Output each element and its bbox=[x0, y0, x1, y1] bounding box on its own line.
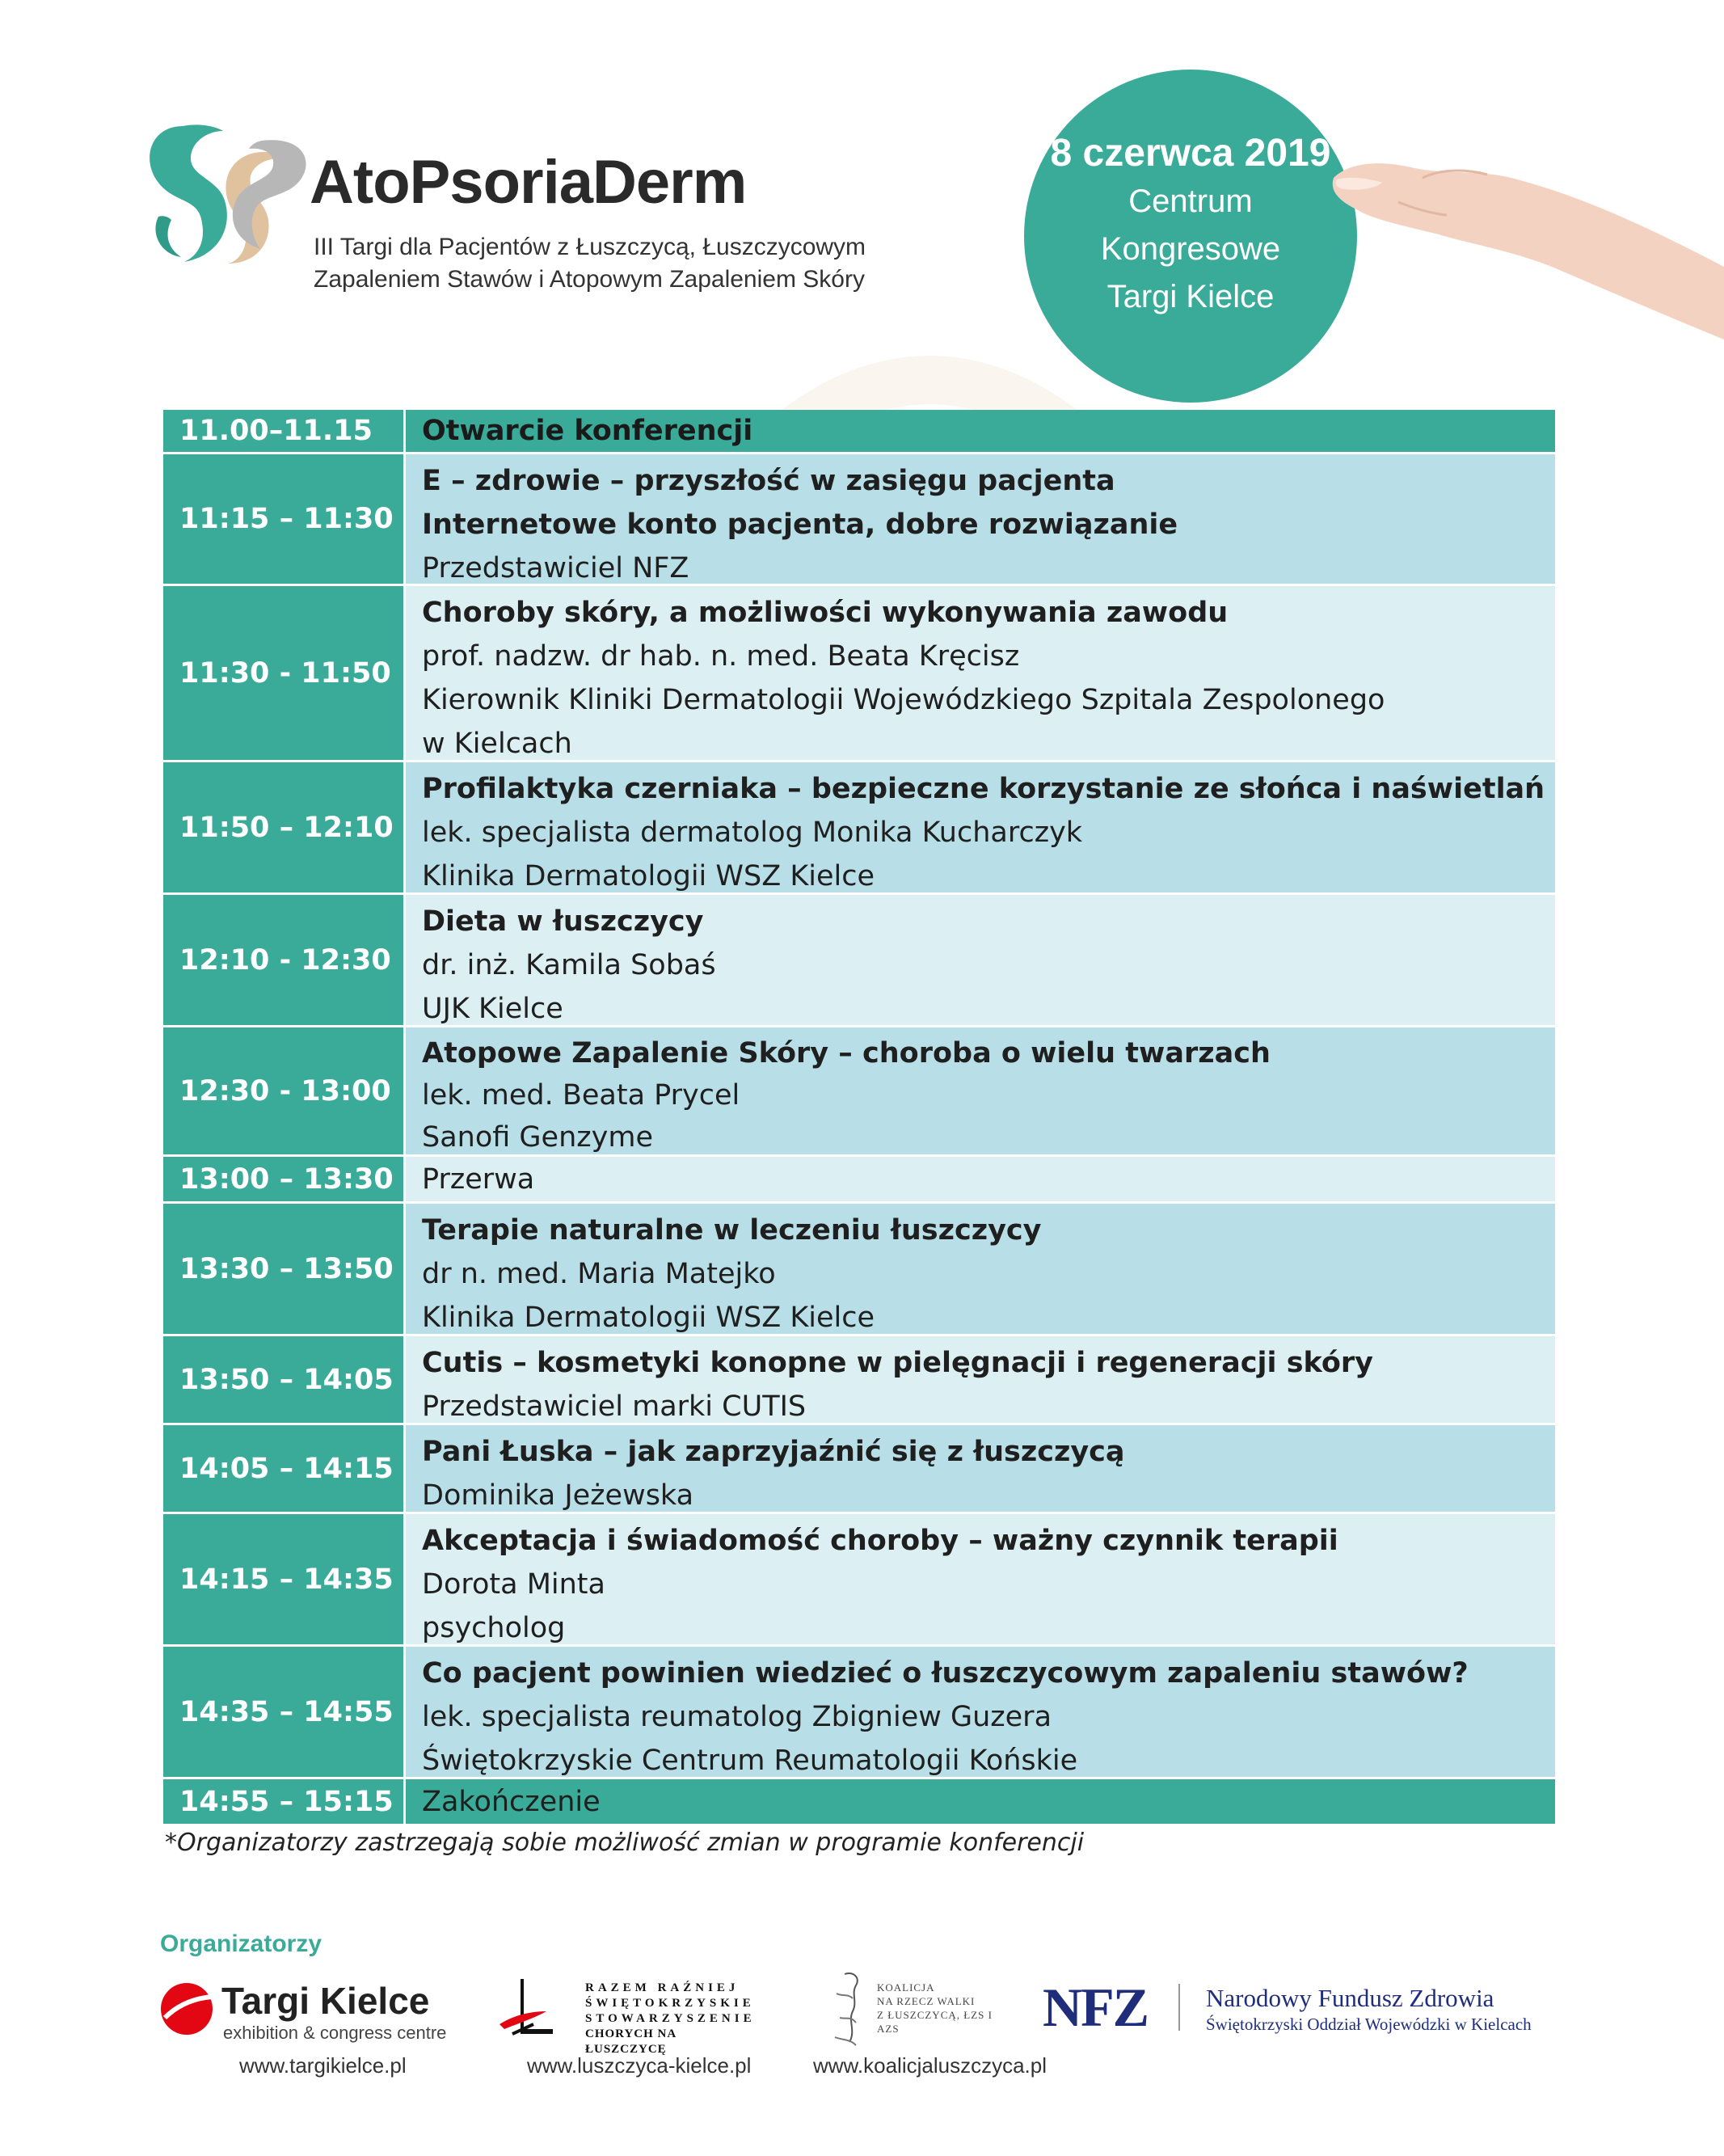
nfz-abbr: NFZ bbox=[1043, 1977, 1148, 2038]
program-content bbox=[406, 1336, 1555, 1423]
program-content bbox=[406, 586, 1555, 760]
conference-program bbox=[163, 410, 1555, 1824]
targi-kielce-icon bbox=[158, 1981, 215, 2037]
program-affiliation: Klinika Dermatologii WSZ Kielce bbox=[422, 1302, 875, 1334]
program-content bbox=[406, 895, 1555, 1025]
program-title: Pani Łuska – jak zaprzyjaźnić się z łuszczycą bbox=[422, 1436, 1125, 1468]
koalicja-text bbox=[877, 1981, 1006, 2036]
program-content bbox=[406, 1157, 1555, 1201]
program-row bbox=[163, 1779, 1555, 1824]
razem-line: CHORYCH NA ŁUSZCZYCĘ bbox=[585, 2027, 677, 2056]
program-time: 11.00–11.15 bbox=[163, 410, 406, 452]
program-affiliation: Sanofi Genzyme bbox=[422, 1121, 653, 1154]
event-date: 8 czerwca 2019 bbox=[1050, 132, 1331, 175]
program-time: 13:30 – 13:50 bbox=[163, 1204, 406, 1334]
program-speaker: lek. specjalista reumatolog Zbigniew Guzera bbox=[422, 1701, 1052, 1733]
razem-razniej-logo[interactable] bbox=[496, 1976, 756, 2056]
razem-line: ŚWIĘTOKRZYSKIE bbox=[585, 1997, 755, 2010]
program-row bbox=[163, 1027, 1555, 1157]
program-title: Terapie naturalne w leczeniu łuszczycy bbox=[422, 1214, 1042, 1247]
program-time: 12:30 - 13:00 bbox=[163, 1027, 406, 1154]
razem-line: RAZEM RAŹNIEJ bbox=[585, 1981, 740, 1994]
program-speaker: Dorota Minta bbox=[422, 1568, 605, 1601]
program-row bbox=[163, 1204, 1555, 1336]
program-break: Przerwa bbox=[422, 1162, 535, 1196]
venue-line: Centrum bbox=[1128, 184, 1253, 219]
koalicja-line: NA RZECZ WALKI bbox=[877, 1995, 976, 2007]
program-title: Co pacjent powinien wiedzieć o łuszczycowym zapaleniu stawów? bbox=[422, 1657, 1469, 1690]
program-content bbox=[406, 1425, 1555, 1512]
program-speaker: lek. med. Beata Prycel bbox=[422, 1079, 740, 1112]
targi-kielce-logo[interactable] bbox=[158, 1979, 447, 2044]
program-affiliation: Świętokrzyskie Centrum Reumatologii Końskie bbox=[422, 1745, 1078, 1777]
koalicja-link[interactable]: www.koalicjaluszczyca.pl bbox=[813, 2053, 1047, 2078]
program-row bbox=[163, 1514, 1555, 1647]
program-title: Otwarcie konferencji bbox=[422, 415, 753, 447]
razem-razniej-link[interactable]: www.luszczyca-kielce.pl bbox=[527, 2053, 752, 2078]
stork-icon bbox=[496, 1976, 569, 2045]
venue-line: Targi Kielce bbox=[1106, 279, 1275, 314]
program-row bbox=[163, 1425, 1555, 1514]
program-title: Cutis – kosmetyki konopne w pielęgnacji i regeneracji skóry bbox=[422, 1347, 1373, 1379]
program-speaker: dr. inż. Kamila Sobaś bbox=[422, 949, 716, 981]
program-affiliation: Klinika Dermatologii WSZ Kielce bbox=[422, 860, 875, 892]
program-time: 14:15 – 14:35 bbox=[163, 1514, 406, 1644]
nfz-name: Narodowy Fundusz Zdrowia bbox=[1206, 1984, 1494, 2012]
targi-kielce-tagline: exhibition & congress centre bbox=[223, 2023, 447, 2043]
subtitle-line: III Targi dla Pacjentów z Łuszczycą, Łuszczycowym bbox=[314, 234, 866, 260]
program-time: 11:50 – 12:10 bbox=[163, 762, 406, 892]
subtitle-line: Zapaleniem Stawów i Atopowym Zapaleniem Skóry bbox=[314, 266, 865, 293]
program-title: Choroby skóry, a możliwości wykonywania zawodu bbox=[422, 597, 1229, 629]
program-title: Profilaktyka czerniaka – bezpieczne korzystanie ze słońca i naświetlań bbox=[422, 773, 1545, 805]
program-time: 11:30 - 11:50 bbox=[163, 586, 406, 760]
program-row bbox=[163, 1157, 1555, 1204]
program-time: 12:10 - 12:30 bbox=[163, 895, 406, 1025]
program-time: 14:35 – 14:55 bbox=[163, 1647, 406, 1777]
program-affiliation: psycholog bbox=[422, 1612, 566, 1644]
brand-subtitle bbox=[314, 231, 866, 296]
razem-line: STOWARZYSZENIE bbox=[585, 2012, 756, 2025]
program-content bbox=[406, 762, 1555, 892]
program-time: 11:15 – 11:30 bbox=[163, 454, 406, 584]
koalicja-line: Z ŁUSZCZYCĄ, ŁZS I AZS bbox=[877, 2009, 993, 2035]
brand-name: AtoPsoriaDerm bbox=[310, 148, 747, 217]
program-time: 14:55 – 15:15 bbox=[163, 1779, 406, 1824]
hand-illustration bbox=[1326, 146, 1724, 340]
organizers-heading: Organizatorzy bbox=[160, 1930, 322, 1957]
koalicja-logo[interactable] bbox=[828, 1969, 1006, 2050]
nfz-logo[interactable] bbox=[1043, 1979, 1592, 2036]
program-row bbox=[163, 1336, 1555, 1425]
program-title: Akceptacja i świadomość choroby – ważny czynnik terapii bbox=[422, 1525, 1338, 1557]
program-closing: Zakończenie bbox=[422, 1785, 601, 1818]
program-title: E – zdrowie – przyszłość w zasięgu pacjenta bbox=[422, 465, 1115, 497]
program-disclaimer: *Organizatorzy zastrzegają sobie możliwość zmian w programie konferencji bbox=[165, 1829, 1085, 1857]
program-row bbox=[163, 586, 1555, 762]
program-row bbox=[163, 895, 1555, 1027]
program-affiliation: Kierownik Kliniki Dermatologii Wojewódzkiego Szpitala Zespolonego bbox=[422, 684, 1385, 716]
program-content bbox=[406, 1204, 1555, 1334]
program-row bbox=[163, 1647, 1555, 1779]
program-affiliation: UJK Kielce bbox=[422, 993, 563, 1025]
program-row bbox=[163, 762, 1555, 895]
koalicja-figure-icon bbox=[828, 1969, 877, 2050]
program-content bbox=[406, 1027, 1555, 1154]
koalicja-line: KOALICJA bbox=[877, 1981, 935, 1994]
program-title: Internetowe konto pacjenta, dobre rozwiązanie bbox=[422, 508, 1178, 541]
program-content bbox=[406, 410, 1555, 452]
program-speaker: Przedstawiciel NFZ bbox=[422, 552, 689, 584]
program-speaker: Przedstawiciel marki CUTIS bbox=[422, 1390, 807, 1423]
targi-kielce-link[interactable]: www.targikielce.pl bbox=[239, 2053, 407, 2078]
program-affiliation: w Kielcach bbox=[422, 728, 572, 760]
atopsoriaderm-logo-icon bbox=[142, 120, 312, 264]
program-content bbox=[406, 454, 1555, 584]
event-date-badge bbox=[1024, 70, 1357, 403]
venue-line: Kongresowe bbox=[1100, 231, 1281, 267]
program-time: 13:00 – 13:30 bbox=[163, 1157, 406, 1201]
program-speaker: prof. nadzw. dr hab. n. med. Beata Kręcisz bbox=[422, 640, 1020, 673]
program-content bbox=[406, 1514, 1555, 1644]
program-time: 13:50 – 14:05 bbox=[163, 1336, 406, 1423]
program-speaker: Dominika Jeżewska bbox=[422, 1479, 694, 1512]
program-content bbox=[406, 1647, 1555, 1777]
program-time: 14:05 – 14:15 bbox=[163, 1425, 406, 1512]
program-row bbox=[163, 410, 1555, 454]
program-title: Atopowe Zapalenie Skóry – choroba o wielu twarzach bbox=[422, 1037, 1271, 1070]
program-title: Dieta w łuszczycy bbox=[422, 905, 704, 938]
nfz-divider bbox=[1178, 1984, 1180, 2031]
program-speaker: dr n. med. Maria Matejko bbox=[422, 1258, 776, 1290]
razem-text bbox=[585, 1981, 756, 2057]
program-content bbox=[406, 1779, 1555, 1824]
nfz-branch: Świętokrzyski Oddział Wojewódzki w Kielcach bbox=[1206, 2015, 1532, 2034]
program-row bbox=[163, 454, 1555, 586]
targi-kielce-name: Targi Kielce bbox=[221, 1980, 430, 2022]
program-speaker: lek. specjalista dermatolog Monika Kucharczyk bbox=[422, 816, 1083, 849]
